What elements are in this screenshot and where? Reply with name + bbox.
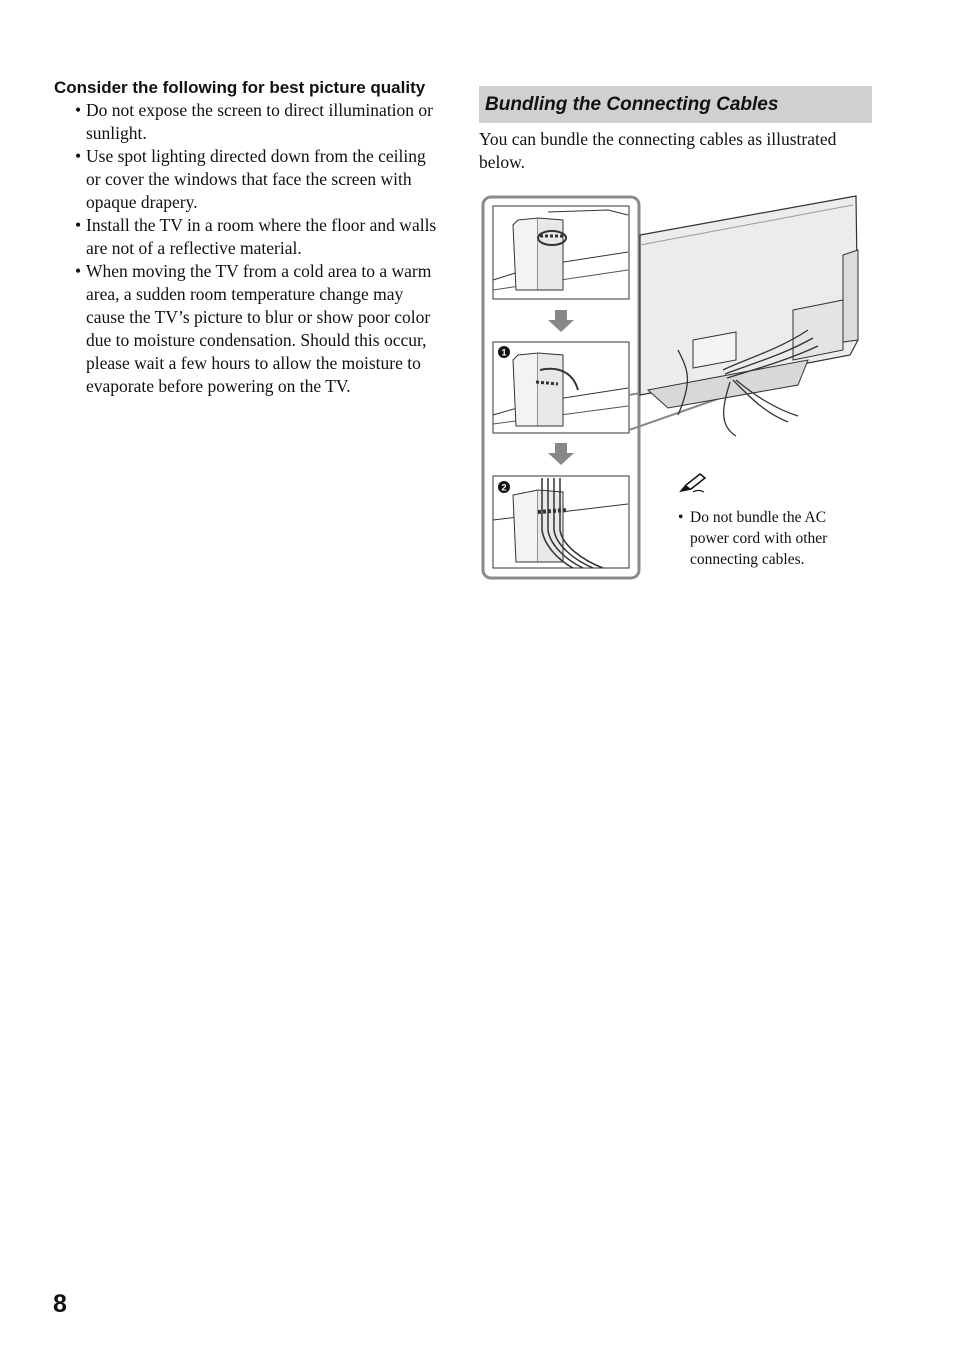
list-item: • When moving the TV from a cold area to a warm area, a sudden room temperature change may cause the TV’s picture to blur or show poor color due to moisture condensation. Should this occur, please wait a few hours to allow the moisture to evaporate before powering on the TV. [75, 260, 444, 398]
step-panel-2 [493, 476, 629, 568]
section-title: Bundling the Connecting Cables [485, 94, 779, 115]
list-item: • Do not expose the screen to direct illumination or sunlight. [75, 99, 444, 145]
section-title-bar [479, 86, 872, 123]
step-number-1: 1 [501, 347, 507, 358]
list-item: • Install the TV in a room where the floor and walls are not of a reflective material. [75, 214, 444, 260]
step-panel-1 [493, 342, 629, 433]
picture-quality-list [54, 99, 444, 398]
down-arrow-icon [548, 443, 574, 465]
step-number-2: 2 [501, 482, 507, 493]
picture-quality-section [54, 76, 444, 398]
tv-rear-view [640, 196, 858, 436]
page-number: 8 [53, 1290, 67, 1318]
list-item: • Use spot lighting directed down from the ceiling or cover the windows that face the screen with opaque drapery. [75, 145, 444, 214]
note-text: • Do not bundle the AC power cord with other connecting cables. [678, 507, 868, 570]
step-panel-initial [493, 206, 629, 299]
pencil-note-icon [678, 472, 708, 494]
down-arrow-icon [548, 310, 574, 332]
bundling-intro: You can bundle the connecting cables as illustrated below. [479, 129, 837, 172]
picture-quality-heading: Consider the following for best picture quality [54, 78, 426, 97]
note-block [678, 472, 868, 570]
